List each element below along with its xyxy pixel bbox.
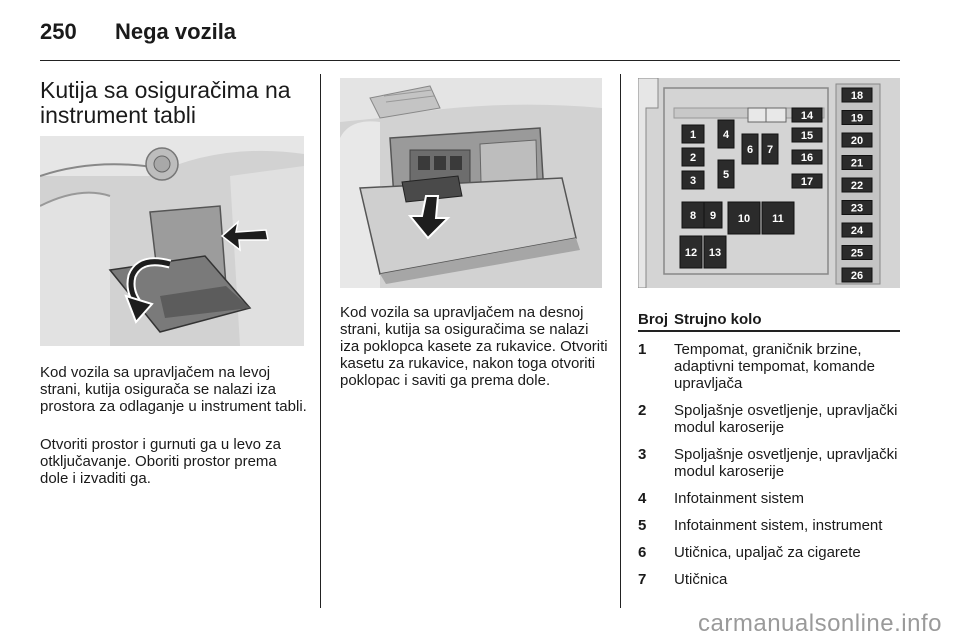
fuse-label: 26	[850, 270, 864, 282]
fuse-15	[792, 128, 822, 142]
lhd-removal-text: Otvoriti prostor i gurnuti ga u levo za otključavanje. Oboriti prostor prema dole i izvaditi ga.	[40, 436, 281, 487]
fuse-26	[842, 268, 872, 282]
table-row	[638, 544, 900, 561]
fuse-number: 2	[638, 402, 647, 419]
page-number: 250	[40, 19, 77, 44]
header-rule	[40, 60, 900, 61]
fuse-22	[842, 178, 872, 192]
fuse-number: 6	[638, 544, 647, 561]
fuse-label: 10	[737, 213, 751, 225]
table-row	[638, 446, 900, 480]
fuse-number: 4	[638, 490, 647, 507]
fuse-6	[742, 134, 758, 164]
fuse-label: 16	[800, 152, 814, 164]
chapter-title: Nega vozila	[115, 19, 237, 44]
fuse-14	[792, 108, 822, 122]
illustration-rhd-glovebox	[340, 78, 602, 288]
section-title: Kutija sa osiguračima na instrument tabli	[40, 77, 291, 128]
fuse-number: 1	[638, 341, 647, 358]
fuse-table	[638, 310, 900, 588]
fuse-label: 8	[689, 210, 697, 222]
fuse-label: 7	[766, 144, 774, 156]
fuse-label: 13	[708, 247, 722, 259]
fuse-18	[842, 88, 872, 102]
fuse-4	[718, 120, 734, 148]
fuse-13	[704, 236, 726, 268]
fuse-circuit: Infotainment sistem, instrument	[674, 517, 883, 534]
fuse-label: 15	[800, 130, 814, 142]
lhd-location-text: Kod vozila sa upravljačem na levoj strani, kutija osigurača se nalazi iza prostora za odlaganje u instrument tabli.	[40, 364, 307, 415]
fuse-25	[842, 246, 872, 260]
fuse-circuit: Spoljašnje osvetljenje, upravljački modul karoserije	[674, 446, 898, 480]
fuse-24	[842, 223, 872, 237]
fuse-circuit: Utičnica, upaljač za cigarete	[674, 544, 861, 561]
fuse-label: 22	[850, 180, 864, 192]
fuse-9	[704, 202, 722, 228]
table-row	[638, 517, 900, 534]
storage-compartment-drawing	[40, 136, 304, 346]
fuse-label: 14	[800, 110, 814, 122]
fuse-21	[842, 156, 872, 170]
fuse-circuit: Utičnica	[674, 571, 728, 588]
fuse-2	[682, 148, 704, 166]
column-divider	[620, 74, 621, 608]
fuse-16	[792, 150, 822, 164]
table-row	[638, 402, 900, 436]
fuse-12	[680, 236, 702, 268]
fuse-label: 17	[800, 176, 814, 188]
fuse-layout-drawing	[638, 78, 900, 288]
fuse-circuit: Tempomat, graničnik brzine, adaptivni tempomat, komande upravljača	[674, 341, 875, 392]
table-row	[638, 490, 900, 507]
header-number: Broj	[638, 311, 668, 328]
rhd-location-text: Kod vozila sa upravljačem na desnoj strani, kutija sa osiguračima se nalazi iza poklopca kasete za rukavice. Otvoriti kasetu za rukavice, nakon toga otvoriti poklopac i saviti ga prema dole.	[340, 304, 608, 389]
fuse-1	[682, 125, 704, 143]
table-row	[638, 341, 900, 392]
fuse-20	[842, 133, 872, 147]
fuse-label: 3	[689, 175, 697, 187]
fuse-label: 25	[850, 247, 864, 260]
fuse-label: 9	[709, 210, 717, 222]
fuse-label: 24	[850, 225, 864, 237]
table-row	[638, 571, 900, 588]
fuse-number: 7	[638, 571, 647, 588]
fuse-label: 12	[684, 247, 698, 259]
fuse-23	[842, 201, 872, 215]
fuse-label: 18	[850, 90, 864, 102]
fuse-table-header	[638, 310, 900, 332]
fuse-10	[728, 202, 760, 234]
fuse-number: 3	[638, 446, 647, 463]
fuse-7	[762, 134, 778, 164]
fuse-circuit: Spoljašnje osvetljenje, upravljački modul karoserije	[674, 402, 898, 436]
fuse-label: 20	[850, 135, 864, 147]
fuse-label: 4	[722, 129, 730, 141]
fuse-label: 5	[722, 169, 730, 181]
fuse-label: 19	[850, 112, 864, 125]
header-circuit: Strujno kolo	[674, 311, 762, 328]
fuse-8	[682, 202, 704, 228]
watermark: carmanualsonline.info	[698, 610, 942, 637]
fuse-label: 11	[772, 213, 784, 225]
glovebox-drawing	[340, 78, 602, 288]
column-divider	[320, 74, 321, 608]
fuse-3	[682, 171, 704, 189]
fuse-11	[762, 202, 794, 234]
fuse-circuit: Infotainment sistem	[674, 490, 805, 507]
illustration-lhd-storage-compartment	[40, 136, 304, 346]
fuse-5	[718, 160, 734, 188]
fuse-17	[792, 174, 822, 188]
fuse-label: 23	[850, 202, 864, 215]
fuse-number: 5	[638, 517, 647, 534]
fuse-label: 1	[689, 129, 697, 141]
fuse-label: 6	[746, 144, 754, 156]
fuse-label: 2	[689, 152, 697, 164]
fuse-box-diagram	[638, 78, 900, 288]
fuse-label: 21	[850, 157, 864, 170]
fuse-19	[842, 111, 872, 125]
